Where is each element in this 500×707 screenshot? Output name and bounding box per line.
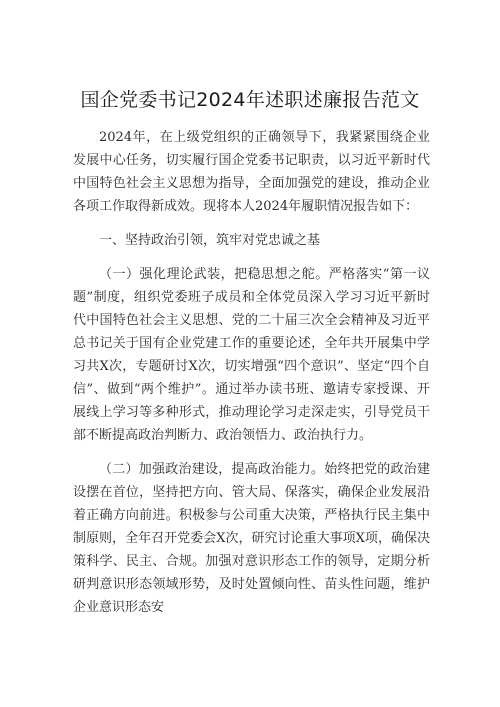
document-title: 国企党委书记2024年述职述廉报告范文 bbox=[80, 89, 420, 111]
subsection-paragraph-2: （二）加强政治建设，提高政治能力。始终把党的政治建设摆在首位，坚持把方向、管大局、保落实，确保企业发展沿着正确方向前进。积极参与公司重大决策，严格执行民主集中制原则，全年召开党委会X次，研究讨论重大事项X项，确保决策科学、民主、合规。加强对意识形态工作的领导，定期分析研判意识形态领域形势，及时处置倾向性、苗头性问题，维护企业意识形态安 bbox=[73, 462, 430, 615]
subsection-paragraph-1: （一）强化理论武装，把稳思想之舵。严格落实“第一议题”制度，组织党委班子成员和全体党员深入学习习近平新时代中国特色社会主义思想、党的二十届三次全会精神及习近平总书记关于国有企业党建工作的重要论述，全年共开展集中学习共X次，专题研讨X次，切实增强“四个意识”、坚定“四个自信”、做到“两个维护”。通过举办读书班、邀请专家授课、开展线上学习等多种形式，推动理论学习走深走实，引导党员干部不断提高政治判断力、政治领悟力、政治执行力。 bbox=[73, 267, 430, 443]
intro-paragraph: 2024年，在上级党组织的正确领导下，我紧紧围绕企业发展中心任务，切实履行国企党委书记职责，以习近平新时代中国特色社会主义思想为指导，全面加强党的建设，推动企业各项工作取得新成效。现将本人2024年履职情况报告如下： bbox=[73, 130, 430, 214]
section-heading-1: 一、坚持政治引领，筑牢对党忠诚之基 bbox=[99, 233, 321, 248]
document-body bbox=[73, 115, 430, 619]
